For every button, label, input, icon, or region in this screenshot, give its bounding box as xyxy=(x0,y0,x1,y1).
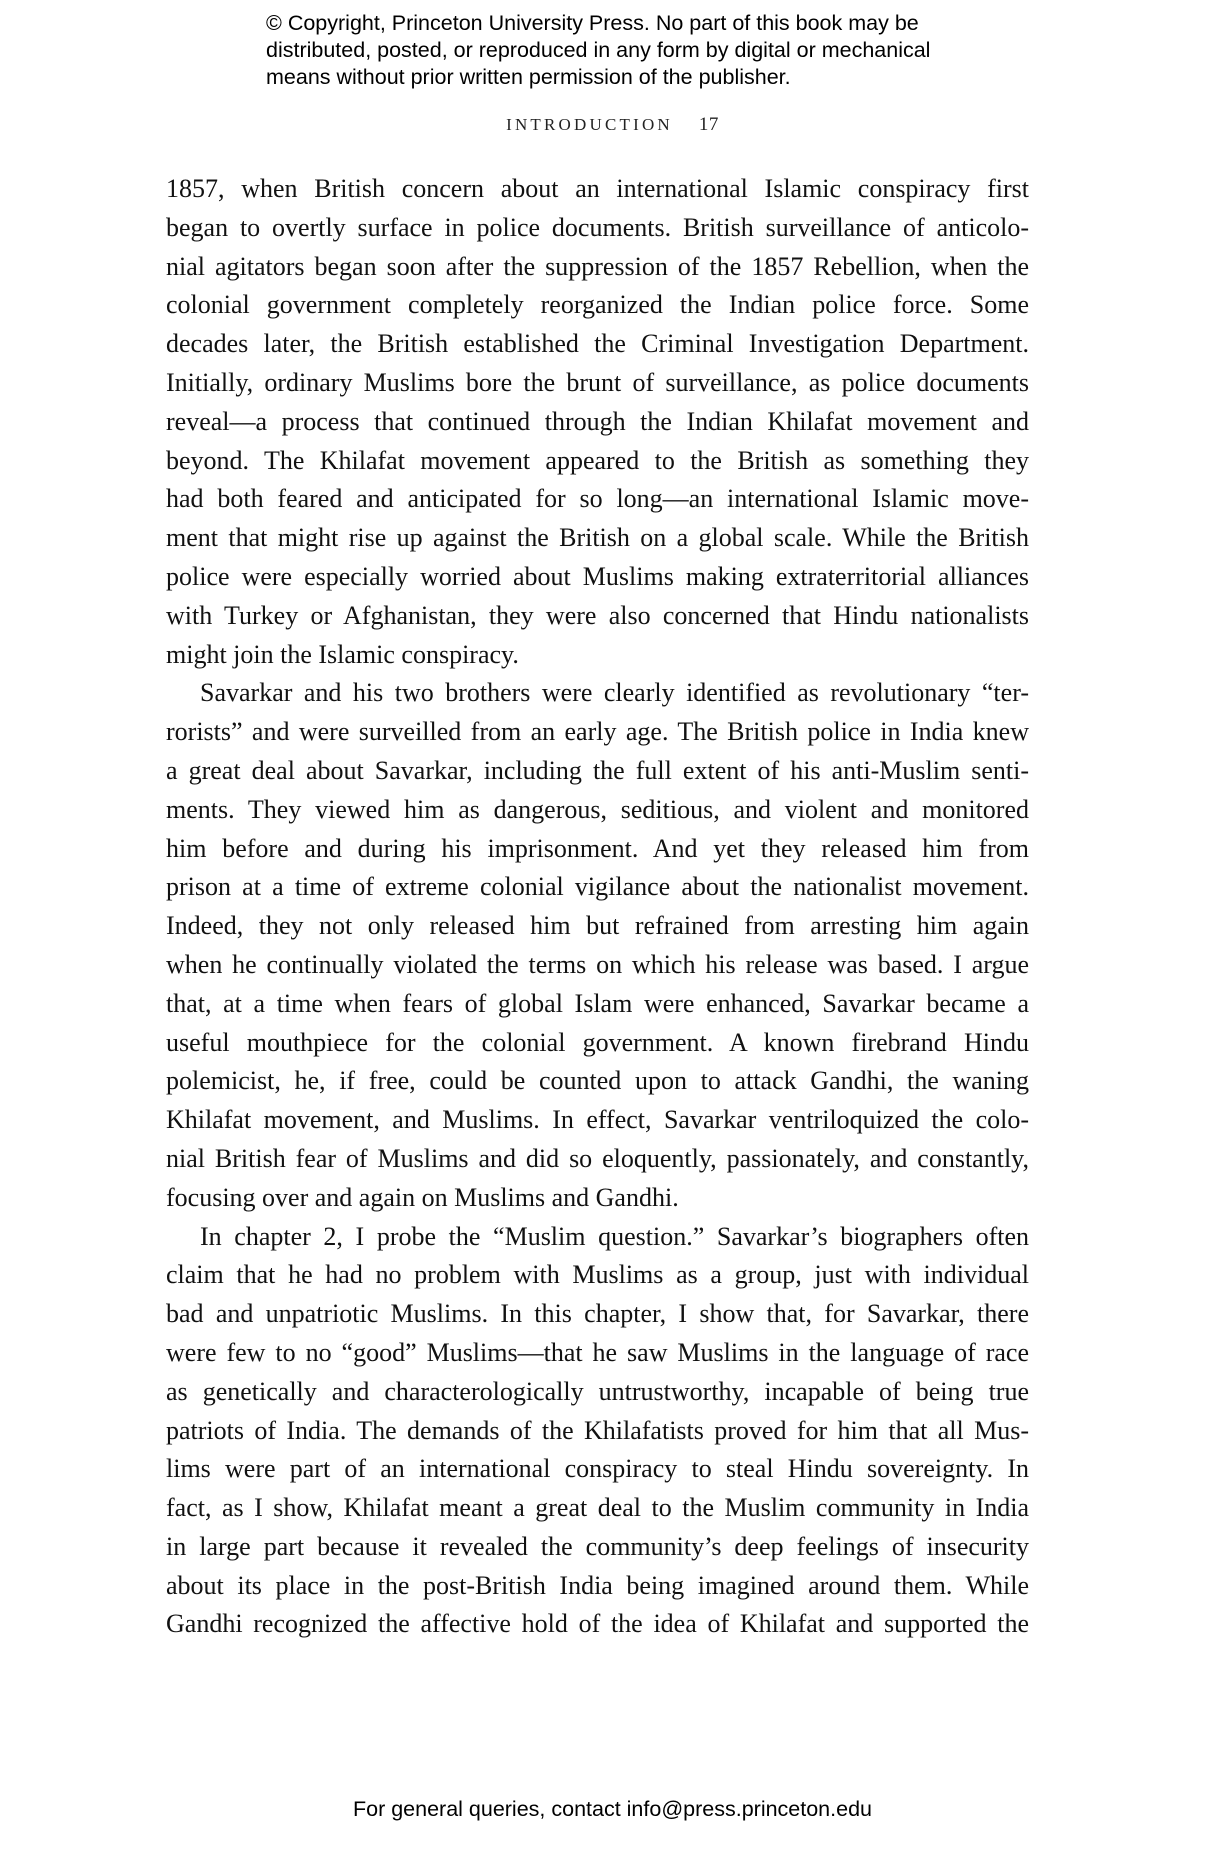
text-line: useful mouthpiece for the colonial government. A known firebrand Hindu xyxy=(166,1027,1029,1057)
text-line: prison at a time of extreme colonial vigilance about the nationalist movement. xyxy=(166,872,1029,902)
text-line: beyond. The Khilafat movement appeared to the British as something they xyxy=(166,445,1029,475)
paragraph xyxy=(166,170,1029,674)
text-line: nial British fear of Muslims and did so eloquently, passionately, and constantly, xyxy=(166,1143,1029,1173)
body-text xyxy=(166,170,1029,1644)
text-line: Khilafat movement, and Muslims. In effect, Savarkar ventriloquized the colo- xyxy=(166,1105,1029,1135)
text-line: fact, as I show, Khilafat meant a great deal to the Muslim community in India xyxy=(166,1493,1029,1523)
text-line: ments. They viewed him as dangerous, seditious, and violent and monitored xyxy=(166,794,1029,824)
paragraph xyxy=(166,1218,1029,1645)
text-line: police were especially worried about Muslims making extraterritorial alliances xyxy=(166,561,1029,591)
text-line: a great deal about Savarkar, including the full extent of his anti-Muslim senti- xyxy=(166,755,1029,785)
text-line: nial agitators began soon after the suppression of the 1857 Rebellion, when the xyxy=(166,251,1029,281)
text-line: Initially, ordinary Muslims bore the brunt of surveillance, as police documents xyxy=(166,367,1029,397)
text-line: reveal—a process that continued through the Indian Khilafat movement and xyxy=(166,406,1029,436)
text-line: had both feared and anticipated for so long—an international Islamic move- xyxy=(166,484,1029,514)
text-line: decades later, the British established the Criminal Investigation Department. xyxy=(166,329,1029,359)
text-line: bad and unpatriotic Muslims. In this chapter, I show that, for Savarkar, there xyxy=(166,1299,1029,1329)
running-head-title: INTRODUCTION xyxy=(506,115,673,134)
text-line: focusing over and again on Muslims and Gandhi. xyxy=(166,1182,679,1212)
text-line: might join the Islamic conspiracy. xyxy=(166,639,519,669)
paragraph xyxy=(166,674,1029,1217)
copyright-line: distributed, posted, or reproduced in any form by digital or mechanical xyxy=(266,38,931,62)
text-line: In chapter 2, I probe the “Muslim question.” Savarkar’s biographers often xyxy=(200,1221,1029,1251)
text-line: when he continually violated the terms on which his release was based. I argue xyxy=(166,949,1029,979)
footer-contact: For general queries, contact info@press.princeton.edu xyxy=(352,1797,872,1821)
text-line: in large part because it revealed the community’s deep feelings of insecurity xyxy=(166,1531,1029,1561)
text-line: claim that he had no problem with Muslims as a group, just with individual xyxy=(166,1260,1029,1290)
text-line: polemicist, he, if free, could be counted upon to attack Gandhi, the waning xyxy=(166,1066,1029,1096)
text-line: Gandhi recognized the affective hold of the idea of Khilafat and supported the xyxy=(166,1609,1029,1639)
text-line: with Turkey or Afghanistan, they were also concerned that Hindu nationalists xyxy=(166,600,1029,630)
text-line: lims were part of an international conspiracy to steal Hindu sovereignty. In xyxy=(166,1454,1029,1484)
text-line: 1857, when British concern about an international Islamic conspiracy first xyxy=(166,174,1029,203)
text-line: that, at a time when fears of global Islam were enhanced, Savarkar became a xyxy=(166,988,1029,1018)
text-line: were few to no “good” Muslims—that he saw Muslims in the language of race xyxy=(166,1337,1029,1367)
text-line: patriots of India. The demands of the Khilafatists proved for him that all Mus- xyxy=(166,1415,1029,1445)
running-head xyxy=(0,114,1225,136)
text-line: him before and during his imprisonment. And yet they released him from xyxy=(166,833,1029,863)
text-line: rorists” and were surveilled from an early age. The British police in India knew xyxy=(166,717,1029,747)
copyright-line: © Copyright, Princeton University Press. No part of this book may be xyxy=(266,11,919,35)
text-line: began to overtly surface in police documents. British surveillance of anticolo- xyxy=(166,212,1029,242)
copyright-notice xyxy=(266,10,986,91)
text-line: as genetically and characterologically untrustworthy, incapable of being true xyxy=(166,1376,1029,1406)
text-line: colonial government completely reorganized the Indian police force. Some xyxy=(166,290,1029,320)
text-line: ment that might rise up against the British on a global scale. While the British xyxy=(166,523,1029,553)
copyright-line: means without prior written permission of the publisher. xyxy=(266,65,791,89)
page-number: 17 xyxy=(698,114,719,135)
text-line: Indeed, they not only released him but refrained from arresting him again xyxy=(166,911,1029,941)
text-line: about its place in the post-British India being imagined around them. While xyxy=(166,1570,1029,1600)
text-line: Savarkar and his two brothers were clearly identified as revolutionary “ter- xyxy=(200,678,1029,708)
